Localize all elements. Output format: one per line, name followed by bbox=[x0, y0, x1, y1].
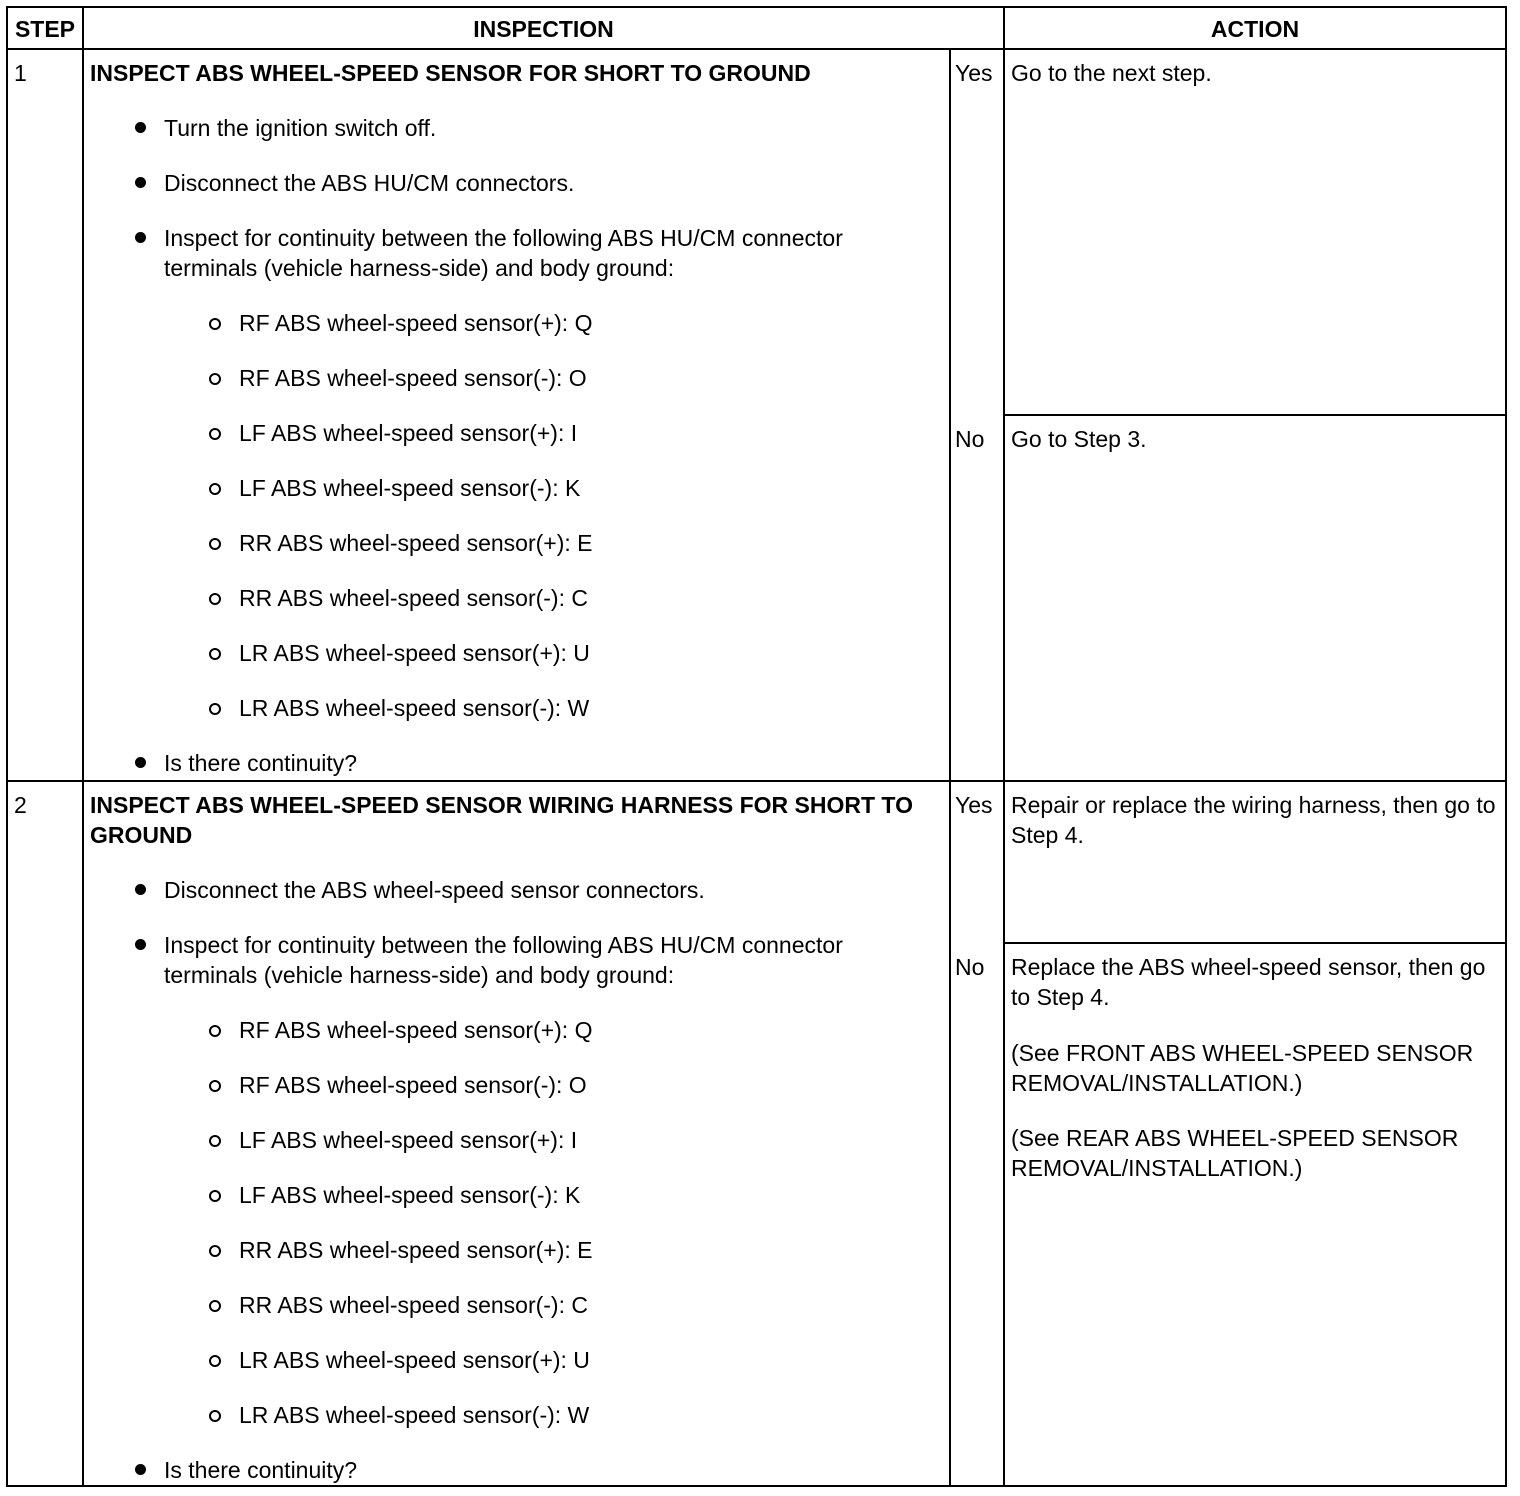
sub-bullet-icon bbox=[209, 1080, 221, 1092]
step1-bullet-1: Turn the ignition switch off. bbox=[164, 115, 437, 141]
bullet-icon bbox=[135, 757, 146, 768]
sub-bullet-icon bbox=[209, 1410, 221, 1422]
step2-yes-no-divider bbox=[1003, 942, 1505, 944]
bullet-icon bbox=[135, 232, 146, 243]
step1-no-label: No bbox=[955, 426, 985, 452]
step2-no-ref-front: (See FRONT ABS WHEEL-SPEED SENSOR REMOVAL/INSTALLATION.) bbox=[1011, 1040, 1474, 1096]
step2-terminal-3: LF ABS wheel-speed sensor(+): I bbox=[239, 1127, 578, 1153]
sub-bullet-icon bbox=[209, 428, 221, 440]
step2-terminal-1: RF ABS wheel-speed sensor(+): Q bbox=[239, 1017, 593, 1043]
sub-bullet-icon bbox=[209, 648, 221, 660]
sub-bullet-icon bbox=[209, 538, 221, 550]
divider-action-col bbox=[1003, 8, 1005, 1485]
bullet-icon bbox=[135, 122, 146, 133]
header-step: STEP bbox=[14, 16, 76, 42]
step1-terminal-5: RR ABS wheel-speed sensor(+): E bbox=[239, 530, 593, 556]
sub-bullet-icon bbox=[209, 593, 221, 605]
step1-yes-action: Go to the next step. bbox=[1011, 60, 1212, 86]
sub-bullet-icon bbox=[209, 373, 221, 385]
divider-step-col bbox=[82, 8, 84, 1485]
sub-bullet-icon bbox=[209, 1025, 221, 1037]
step2-terminal-4: LF ABS wheel-speed sensor(-): K bbox=[239, 1182, 581, 1208]
step1-terminal-2: RF ABS wheel-speed sensor(-): O bbox=[239, 365, 587, 391]
bullet-icon bbox=[135, 884, 146, 895]
step1-yes-no-divider bbox=[1003, 414, 1505, 416]
step1-terminal-6: RR ABS wheel-speed sensor(-): C bbox=[239, 585, 588, 611]
step2-terminal-8: LR ABS wheel-speed sensor(-): W bbox=[239, 1402, 590, 1428]
header-inspection: INSPECTION bbox=[473, 16, 614, 42]
step2-terminal-6: RR ABS wheel-speed sensor(-): C bbox=[239, 1292, 588, 1318]
row-divider bbox=[8, 780, 1505, 782]
sub-bullet-icon bbox=[209, 1190, 221, 1202]
sub-bullet-icon bbox=[209, 1355, 221, 1367]
bullet-icon bbox=[135, 1464, 146, 1475]
step1-terminal-8: LR ABS wheel-speed sensor(-): W bbox=[239, 695, 590, 721]
step1-bullet-3: Inspect for continuity between the following ABS HU/CM connector terminals (vehicle harness-side) and body ground: bbox=[164, 225, 843, 281]
step2-no-ref-rear: (See REAR ABS WHEEL-SPEED SENSOR REMOVAL/INSTALLATION.) bbox=[1011, 1125, 1459, 1181]
step2-title: INSPECT ABS WHEEL-SPEED SENSOR WIRING HARNESS FOR SHORT TO GROUND bbox=[90, 792, 913, 848]
step2-yes-action: Repair or replace the wiring harness, then go to Step 4. bbox=[1011, 792, 1496, 848]
bullet-icon bbox=[135, 939, 146, 950]
step1-title: INSPECT ABS WHEEL-SPEED SENSOR FOR SHORT TO GROUND bbox=[90, 60, 811, 86]
step2-terminal-7: LR ABS wheel-speed sensor(+): U bbox=[239, 1347, 590, 1373]
sub-bullet-icon bbox=[209, 703, 221, 715]
sub-bullet-icon bbox=[209, 483, 221, 495]
step2-bullet-1: Disconnect the ABS wheel-speed sensor connectors. bbox=[164, 877, 705, 903]
sub-bullet-icon bbox=[209, 1245, 221, 1257]
step2-number: 2 bbox=[14, 792, 27, 818]
divider-inspection-col bbox=[949, 48, 951, 1485]
step1-yes-label: Yes bbox=[955, 60, 993, 86]
header-action: ACTION bbox=[1210, 16, 1300, 42]
step1-question: Is there continuity? bbox=[164, 750, 358, 776]
step2-question: Is there continuity? bbox=[164, 1457, 358, 1483]
step1-terminal-3: LF ABS wheel-speed sensor(+): I bbox=[239, 420, 578, 446]
diagnostic-table bbox=[6, 6, 1507, 1487]
step1-terminal-7: LR ABS wheel-speed sensor(+): U bbox=[239, 640, 590, 666]
sub-bullet-icon bbox=[209, 1300, 221, 1312]
step2-terminal-5: RR ABS wheel-speed sensor(+): E bbox=[239, 1237, 593, 1263]
sub-bullet-icon bbox=[209, 318, 221, 330]
step2-yes-label: Yes bbox=[955, 792, 993, 818]
step2-terminal-2: RF ABS wheel-speed sensor(-): O bbox=[239, 1072, 587, 1098]
step1-number: 1 bbox=[14, 60, 27, 86]
step1-terminal-4: LF ABS wheel-speed sensor(-): K bbox=[239, 475, 581, 501]
step1-no-action: Go to Step 3. bbox=[1011, 426, 1147, 452]
step1-terminal-1: RF ABS wheel-speed sensor(+): Q bbox=[239, 310, 593, 336]
step2-no-action: Replace the ABS wheel-speed sensor, then go to Step 4. bbox=[1011, 954, 1486, 1010]
step2-bullet-2: Inspect for continuity between the following ABS HU/CM connector terminals (vehicle harness-side) and body ground: bbox=[164, 932, 843, 988]
sub-bullet-icon bbox=[209, 1135, 221, 1147]
step2-no-label: No bbox=[955, 954, 985, 980]
step1-bullet-2: Disconnect the ABS HU/CM connectors. bbox=[164, 170, 575, 196]
bullet-icon bbox=[135, 177, 146, 188]
